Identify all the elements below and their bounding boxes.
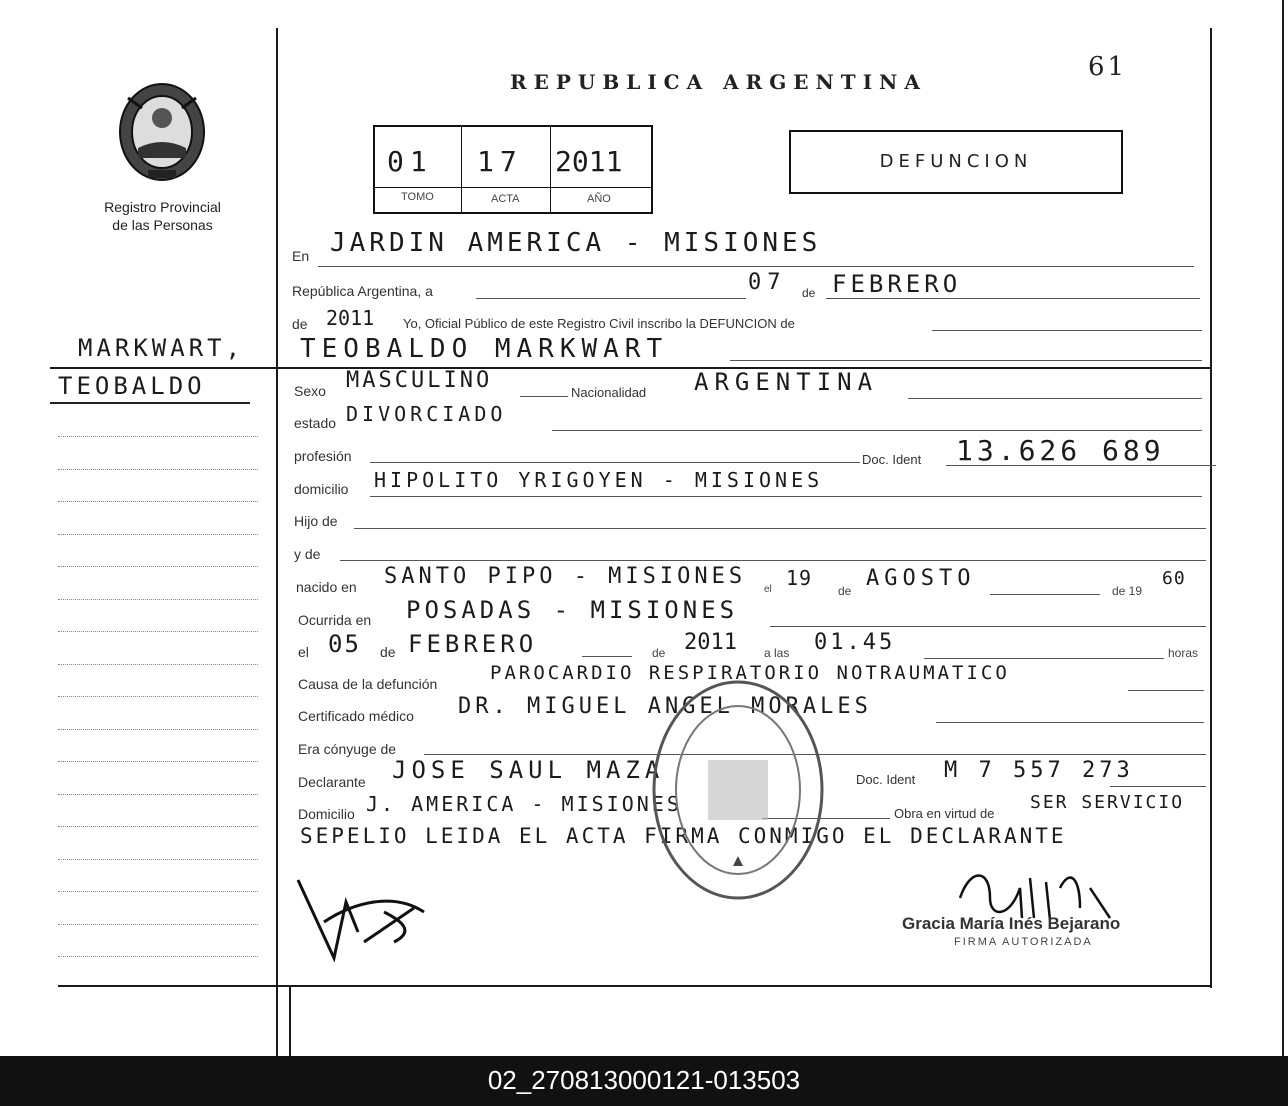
label-de-death-year: de	[652, 646, 666, 660]
label-causa: Causa de la defunción	[298, 676, 438, 692]
label-profesion: profesión	[294, 448, 352, 464]
margin-dotted-line	[58, 761, 258, 762]
line-sexo	[520, 396, 568, 397]
margin-name-underline	[50, 402, 250, 404]
address-value: HIPOLITO YRIGOYEN - MISIONES	[374, 468, 824, 492]
page-number: 61	[1088, 52, 1128, 82]
label-ocurrida-en: Ocurrida en	[298, 612, 372, 628]
margin-dotted-line	[58, 534, 258, 535]
anio-value: 2011	[555, 145, 623, 178]
tomo-value: 01	[387, 145, 433, 178]
line-yde	[340, 560, 1206, 561]
nationality-value: ARGENTINA	[694, 368, 879, 396]
death-year-value: 2011	[684, 630, 737, 655]
margin-dotted-line	[58, 436, 258, 437]
margin-firstname: TEOBALDO	[58, 372, 206, 400]
margin-dotted-line	[58, 924, 258, 925]
registry-line1: Registro Provincial	[104, 199, 221, 215]
label-y-de: y de	[294, 546, 321, 562]
signatory-name: Gracia María Inés Bejarano	[902, 914, 1121, 933]
record-number-box	[373, 125, 653, 214]
label-en: En	[292, 248, 310, 264]
label-certificado: Certificado médico	[298, 708, 414, 724]
record-type-box	[789, 130, 1123, 194]
margin-dotted-line	[58, 469, 258, 470]
label-hijo-de: Hijo de	[294, 513, 338, 529]
province-crest-icon	[108, 78, 216, 186]
label-oficial: Yo, Oficial Público de este Registro Civil inscribo la DEFUNCION de	[403, 316, 795, 331]
label-doc-ident: Doc. Ident	[862, 452, 922, 467]
acta-value: 17	[477, 145, 523, 178]
label-republica: República Argentina, a	[292, 283, 433, 299]
margin-dotted-line	[58, 794, 258, 795]
birth-year-value: 60	[1162, 568, 1186, 589]
label-de-year: de	[292, 316, 308, 332]
margin-dotted-line	[58, 501, 258, 502]
line-oficial	[932, 330, 1202, 331]
margin-dotted-line	[58, 566, 258, 567]
day-value: 07	[748, 270, 787, 295]
line-month	[826, 298, 1200, 299]
section-divider	[50, 367, 1212, 369]
registry-name	[70, 198, 255, 234]
line-certificado	[936, 722, 1204, 723]
margin-dotted-line	[58, 664, 258, 665]
death-place-value: POSADAS - MISIONES	[406, 596, 739, 624]
label-horas: horas	[1168, 646, 1199, 660]
official-stamp-icon	[648, 676, 828, 904]
country-title: REPUBLICA ARGENTINA	[510, 70, 927, 94]
death-time-value: 01.45	[814, 630, 896, 655]
label-obra: Obra en virtud de	[894, 806, 995, 821]
label-domicilio-2: Domicilio	[298, 806, 355, 822]
margin-dotted-line	[58, 729, 258, 730]
line-en	[318, 266, 1194, 267]
cause-value: PAROCARDIO RESPIRATORIO NOTRAUMATICO	[490, 662, 1010, 684]
margin-dotted-line	[58, 696, 258, 697]
margin-surname: MARKWART,	[78, 334, 245, 362]
tomo-label: TOMO	[401, 191, 434, 203]
label-de-month: de	[802, 286, 816, 300]
line-deathmonth	[582, 656, 632, 657]
declarant-value: JOSE SAUL MAZA	[392, 756, 665, 784]
label-de-birth: de	[838, 584, 852, 598]
month-value: FEBRERO	[832, 270, 962, 298]
line-doc	[946, 465, 1216, 466]
declarant-address-value: J. AMERICA - MISIONES	[366, 792, 682, 816]
declarant-doc-value: M 7 557 273	[944, 758, 1134, 783]
birth-month-value: AGOSTO	[866, 566, 976, 591]
label-conyuge: Era cónyuge de	[298, 741, 397, 757]
line-republica	[476, 298, 746, 299]
deceased-name: TEOBALDO MARKWART	[300, 334, 669, 364]
inner-divider	[289, 985, 291, 1056]
death-month-value: FEBRERO	[408, 630, 538, 658]
birth-day-value: 19	[786, 566, 813, 590]
label-el-death: el	[298, 644, 309, 660]
right-border	[1210, 28, 1212, 988]
document-id: 02_270813000121-013503	[487, 1065, 801, 1095]
label-de-death: de	[380, 644, 396, 660]
line-declarante-doc	[1110, 786, 1206, 787]
line-nacionalidad	[908, 398, 1202, 399]
label-doc-ident-2: Doc. Ident	[856, 772, 916, 787]
margin-dotted-line	[58, 859, 258, 860]
label-a-las: a las	[764, 646, 790, 660]
birthplace-value: SANTO PIPO - MISIONES	[384, 564, 747, 589]
year-value: 2011	[326, 306, 375, 330]
doc-value: 13.626 689	[956, 434, 1165, 467]
death-day-value: 05	[328, 630, 361, 658]
civil-status-value: DIVORCIADO	[346, 402, 507, 426]
margin-dotted-line	[58, 956, 258, 957]
margin-dotted-line	[58, 891, 258, 892]
closing-statement: SEPELIO LEIDA EL ACTA FIRMA CONMIGO EL DECLARANTE	[300, 824, 1067, 848]
line-name	[730, 360, 1202, 361]
line-estado	[552, 430, 1202, 431]
bottom-border	[58, 985, 1212, 987]
right-edge	[1282, 0, 1284, 1056]
line-time	[924, 658, 1164, 659]
authorized-signature-label: FIRMA AUTORIZADA	[954, 936, 1093, 948]
line-domicilio	[370, 496, 1202, 497]
label-domicilio: domicilio	[294, 481, 349, 497]
obra-value: SER SERVICIO	[1030, 792, 1185, 813]
anio-label: AÑO	[587, 193, 611, 205]
label-de-19: de 19	[1112, 584, 1143, 598]
label-nacido-en: nacido en	[296, 579, 357, 595]
label-estado: estado	[294, 415, 337, 431]
registry-line2: de las Personas	[112, 217, 213, 233]
line-hijo	[354, 528, 1206, 529]
place-value: JARDIN AMERICA - MISIONES	[330, 228, 822, 258]
declarant-signature-icon	[294, 872, 434, 962]
line-profesion	[370, 462, 860, 463]
label-sexo: Sexo	[294, 383, 326, 399]
line-birthmonth	[990, 594, 1100, 595]
acta-label: ACTA	[491, 193, 520, 205]
margin-dotted-line	[58, 631, 258, 632]
line-ocurrida	[770, 626, 1206, 627]
sex-value: MASCULINO	[346, 368, 493, 393]
left-margin-divider	[276, 28, 278, 1056]
certificate-value: DR. MIGUEL ANGEL MORALES	[458, 694, 872, 719]
label-declarante: Declarante	[298, 774, 366, 790]
record-type: DEFUNCION	[879, 151, 1033, 172]
margin-dotted-line	[58, 599, 258, 600]
margin-dotted-line	[58, 826, 258, 827]
line-causa	[1128, 690, 1204, 691]
label-el: el	[764, 584, 772, 595]
document-id-bar	[0, 1056, 1288, 1106]
label-nacionalidad: Nacionalidad	[571, 385, 647, 400]
